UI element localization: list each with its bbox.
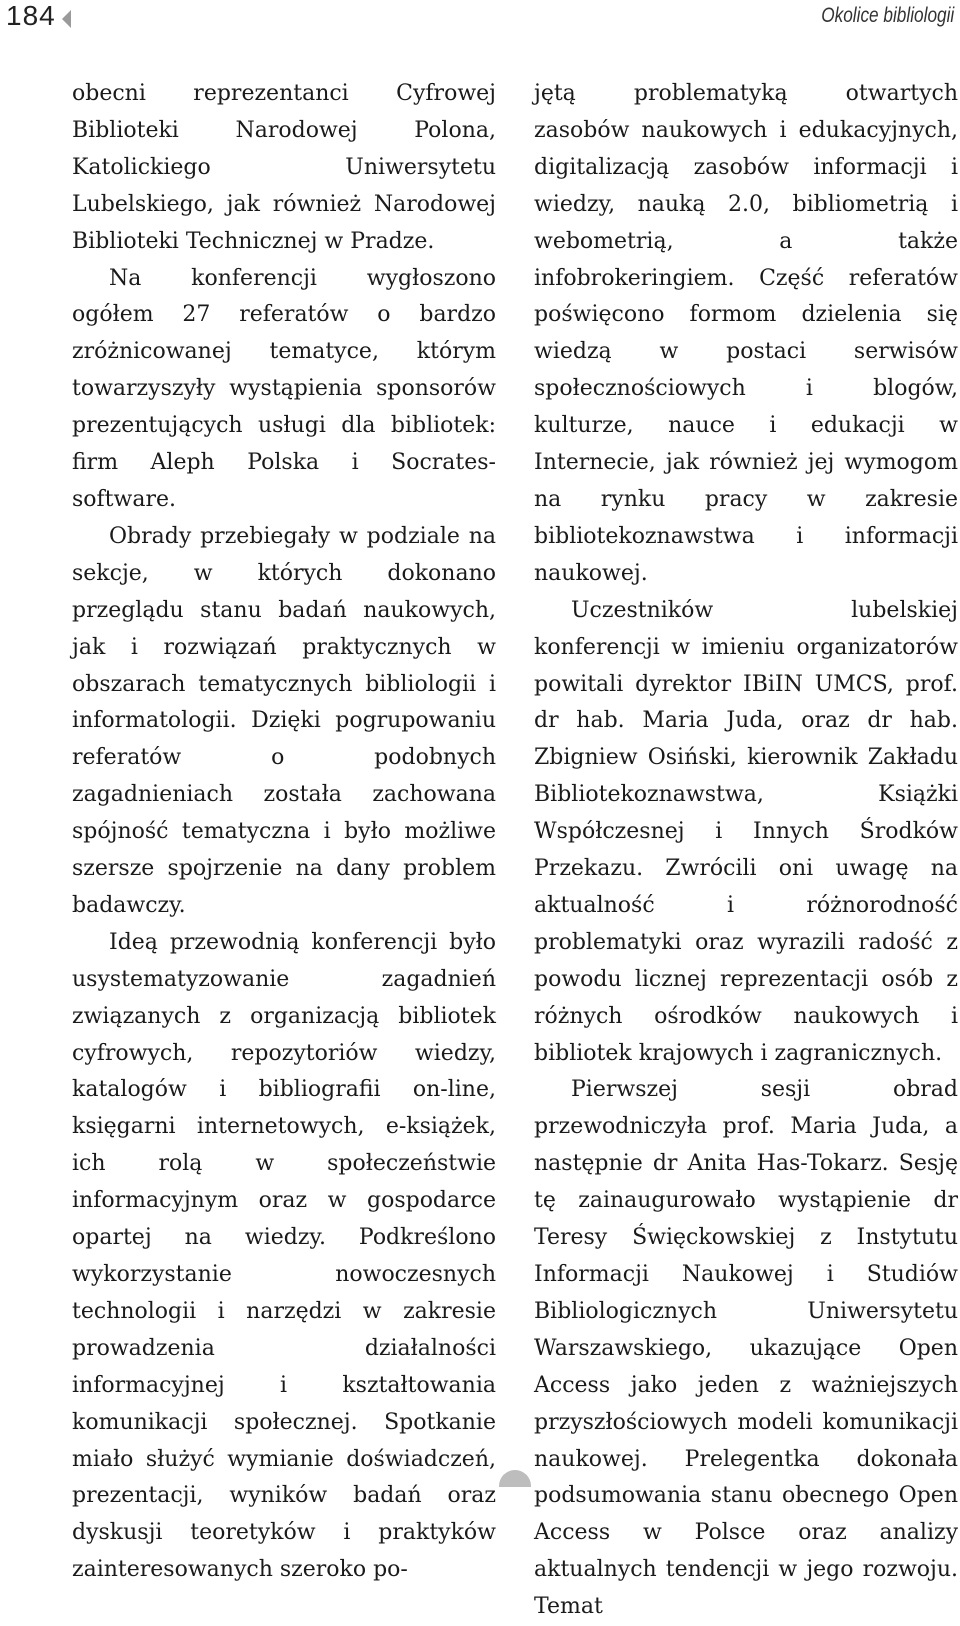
- triangle-left-icon: [62, 10, 71, 28]
- paragraph: Na konferencji wygłoszono ogółem 27 referatów o bardzo zróżnicowanej tematyce, którym towarzyszyły wystąpienia sponsorów prezentujących usługi dla bibliotek: firm Aleph Polska i Socrates-software.: [72, 265, 496, 512]
- right-column: [534, 76, 958, 1626]
- paragraph: Uczestników lubelskiej konferencji w imieniu organizatorów powitali dyrektor IBiIN UMCS, prof. dr hab. Maria Juda, oraz dr hab. Zbigniew Osiński, kierownik Zakładu Bibliotekoznawstwa, Książki Współczesnej i Innych Środków Przekazu. Zwrócili oni uwagę na aktualność i różnorodność problematyki oraz wyrazili radość z powodu licznej reprezentacji osób z różnych ośrodków naukowych i bibliotek krajowych i zagranicznych.: [534, 597, 958, 1066]
- paragraph: Ideą przewodnią konferencji było usystematyzowanie zagadnień związanych z organizacją bibliotek cyfrowych, repozytoriów wiedzy, katalogów i bibliografii on-line, księgarni internetowych, e-książek, ich rolą w społeczeństwie informacyjnym oraz w gospodarce opartej na wiedzy. Podkreślono wykorzystanie nowoczesnych technologii i narzędzi w zakresie prowadzenia działalności informacyjnej i kształtowania komunikacji społecznej. Spotkanie miało służyć wymianie doświadczeń, prezentacji, wyników badań oraz dyskusji teoretyków i praktyków zainteresowanych szeroko po-: [72, 929, 496, 1583]
- paragraph: Obrady przebiegały w podziale na sekcje, w których dokonano przeglądu stanu badań naukowych, jak i rozwiązań praktycznych w obszarach tematycznych bibliologii i informatologii. Dzięki pogrupowaniu referatów o podobnych zagadnieniach została zachowana spójność tematyczna i było możliwe szersze spojrzenie na dany problem badawczy.: [72, 523, 496, 918]
- paragraph: Pierwszej sesji obrad przewodniczyła prof. Maria Juda, a następnie dr Anita Has-Tokarz. Sesję tę zainaugurowało wystąpienie dr Teresy Święckowskiej z Instytutu Informacji Naukowej i Studiów Bibliologicznych Uniwersytetu Warszawskiego, ukazujące Open Access jako jeden z ważniejszych przyszłościowych modeli komunikacji naukowej. Prelegentka dokonała podsumowania stanu obecnego Open Access w Polsce oraz analizy aktualnych tendencji w jego rozwoju. Temat: [534, 1077, 958, 1620]
- page-footer-tab-icon: [499, 1470, 531, 1487]
- paragraph: obecni reprezentanci Cyfrowej Biblioteki Narodowej Polona, Katolickiego Uniwersytetu Lubelskiego, jak również Narodowej Biblioteki Technicznej w Pradze.: [72, 81, 496, 254]
- paragraph: jętą problematyką otwartych zasobów naukowych i edukacyjnych, digitalizacją zasobów informacji i wiedzy, nauką 2.0, bibliometrią i webometrią, a także infobrokeringiem. Część referatów poświęcono formom dzielenia się wiedzą w postaci serwisów społecznościowych i blogów, kulturze, nauce i edukacji w Internecie, jak również jej wymogom na rynku pracy w zakresie bibliotekoznawstwa i informacji naukowej.: [534, 81, 958, 586]
- page-number: 184: [6, 0, 56, 31]
- running-title: Okolice bibliologii: [820, 4, 954, 27]
- left-column: [72, 76, 496, 1589]
